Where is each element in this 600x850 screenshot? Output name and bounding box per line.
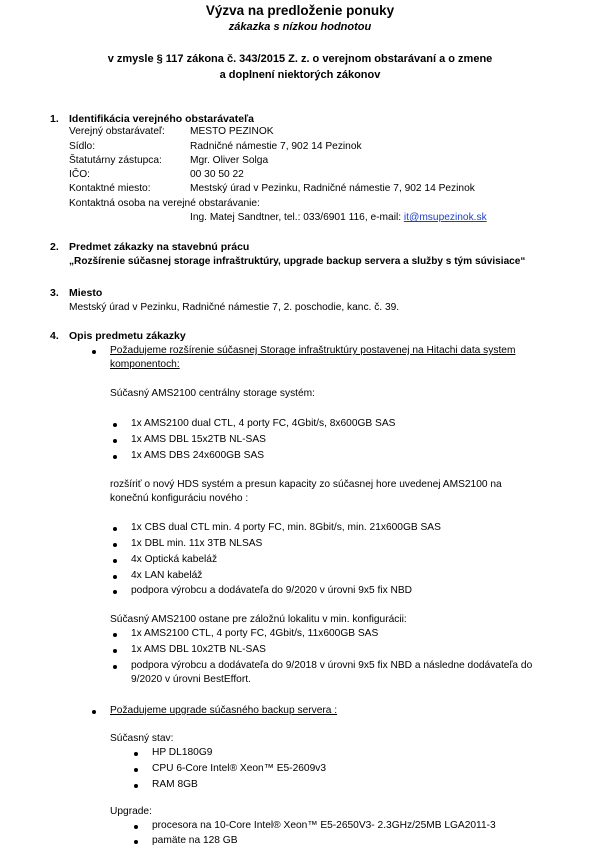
state-item: HP DL180G9 <box>152 747 213 758</box>
bullet-icon <box>113 590 117 594</box>
requirement1-line1: Požadujeme rozšírenie súčasnej Storage infraštruktúry postavenej na Hitachi data system <box>110 345 516 356</box>
upgrade-title: Upgrade: <box>110 806 152 817</box>
bullet-icon <box>113 559 117 563</box>
support-line1: podpora výrobcu a dodávateľa do 9/2018 v úrovni 9x5 fix NBD a následne dodávateľa do <box>131 660 533 671</box>
current-storage-title: Súčasný AMS2100 centrálny storage systém: <box>110 388 315 399</box>
section4-number: 4. <box>50 330 59 342</box>
section3-number: 3. <box>50 287 59 299</box>
expand-text-line1: rozšíriť o nový HDS systém a presun kapacity zo súčasnej hore uvedenej AMS2100 na <box>110 479 502 490</box>
backup-site-item: 1x AMS2100 CTL, 4 porty FC, 4Gbit/s, 11x600GB SAS <box>131 628 379 639</box>
backup-site-title: Súčasný AMS2100 ostane pre záložnú lokalitu v min. konfigurácii: <box>110 614 407 625</box>
bullet-icon <box>92 710 96 714</box>
label-contact-person: Kontaktná osoba na verejné obstarávanie: <box>69 198 260 209</box>
value-seat: Radničné námestie 7, 902 14 Pezinok <box>190 141 362 152</box>
new-config-item: 1x CBS dual CTL min. 4 porty FC, min. 8Gbit/s, min. 21x600GB SAS <box>131 522 441 533</box>
current-item: 1x AMS DBS 24x600GB SAS <box>131 450 265 461</box>
expand-text-line2: konečnú konfiguráciu nového : <box>110 493 249 504</box>
bullet-icon <box>113 527 117 531</box>
law-reference-line1: v zmysle § 117 zákona č. 343/2015 Z. z. o verejnom obstarávaní a o zmene <box>107 53 493 65</box>
bullet-icon <box>113 423 117 427</box>
support-line2: 9/2020 v úrovni BestEffort. <box>131 674 251 685</box>
label-contact-place: Kontaktné miesto: <box>69 183 151 194</box>
bullet-icon <box>113 439 117 443</box>
law-reference-line2: a doplnení niektorých zákonov <box>219 69 381 81</box>
bullet-icon <box>134 752 138 756</box>
email-link[interactable]: it@msupezinok.sk <box>403 212 487 223</box>
section2-heading: Predmet zákazky na stavebnú prácu <box>69 241 250 253</box>
section3-heading: Miesto <box>69 287 103 299</box>
label-seat: Sídlo: <box>69 141 96 152</box>
document-title: Výzva na predloženie ponuky <box>205 3 395 18</box>
new-config-item: 4x Optická kabeláž <box>131 554 218 565</box>
state-item: CPU 6-Core Intel® Xeon™ E5-2609v3 <box>152 763 326 774</box>
section4-heading: Opis predmetu zákazky <box>69 330 186 342</box>
bullet-icon <box>113 665 117 669</box>
bullet-icon <box>134 768 138 772</box>
label-statutory: Štatutárny zástupca: <box>69 155 162 166</box>
upgrade-item: pamäte na 128 GB <box>152 835 238 846</box>
bullet-icon <box>134 784 138 788</box>
contact-person-text: Ing. Matej Sandtner, tel.: 033/6901 116, e-mail: <box>190 212 404 223</box>
value-ico: 00 30 50 22 <box>190 169 244 180</box>
state-item: RAM 8GB <box>152 779 198 790</box>
section1-heading: Identifikácia verejného obstarávateľa <box>69 113 254 125</box>
value-contact-place: Mestský úrad v Pezinku, Radničné námestie 7, 902 14 Pezinok <box>190 183 475 194</box>
label-contracting-authority: Verejný obstarávateľ: <box>69 126 165 137</box>
value-contracting-authority: MESTO PEZINOK <box>190 126 274 137</box>
requirement1-line2: komponentoch: <box>110 359 180 370</box>
value-contact-person <box>190 212 487 224</box>
bullet-icon <box>113 455 117 459</box>
bullet-icon <box>113 575 117 579</box>
bullet-icon <box>113 633 117 637</box>
bullet-icon <box>113 543 117 547</box>
requirement2: Požadujeme upgrade súčasného backup servera : <box>110 705 338 716</box>
state-title: Súčasný stav: <box>110 733 174 744</box>
value-statutory: Mgr. Oliver Solga <box>190 155 269 166</box>
new-config-item: 4x LAN kabeláž <box>131 570 203 581</box>
bullet-icon <box>134 840 138 844</box>
bullet-icon <box>134 825 138 829</box>
section1-number: 1. <box>50 113 59 125</box>
section2-number: 2. <box>50 241 59 253</box>
current-item: 1x AMS DBL 15x2TB NL-SAS <box>131 434 266 445</box>
backup-site-item: 1x AMS DBL 10x2TB NL-SAS <box>131 644 266 655</box>
bullet-icon <box>92 350 96 354</box>
new-config-item: 1x DBL min. 11x 3TB NLSAS <box>131 538 263 549</box>
current-item: 1x AMS2100 dual CTL, 4 porty FC, 4Gbit/s, 8x600GB SAS <box>131 418 396 429</box>
bullet-icon <box>113 649 117 653</box>
upgrade-item: procesora na 10-Core Intel® Xeon™ E5-2650V3- 2.3GHz/25MB LGA2011-3 <box>152 820 496 831</box>
label-ico: IČO: <box>69 169 90 180</box>
document-subtitle: zákazka s nízkou hodnotou <box>228 21 372 33</box>
contract-subject: „Rozšírenie súčasnej storage infraštruktúry, upgrade backup servera a služby s tým súvisiace“ <box>69 256 526 267</box>
new-config-item: podpora výrobcu a dodávateľa do 9/2020 v úrovni 9x5 fix NBD <box>131 585 413 596</box>
place-text: Mestský úrad v Pezinku, Radničné námestie 7, 2. poschodie, kanc. č. 39. <box>69 302 400 313</box>
